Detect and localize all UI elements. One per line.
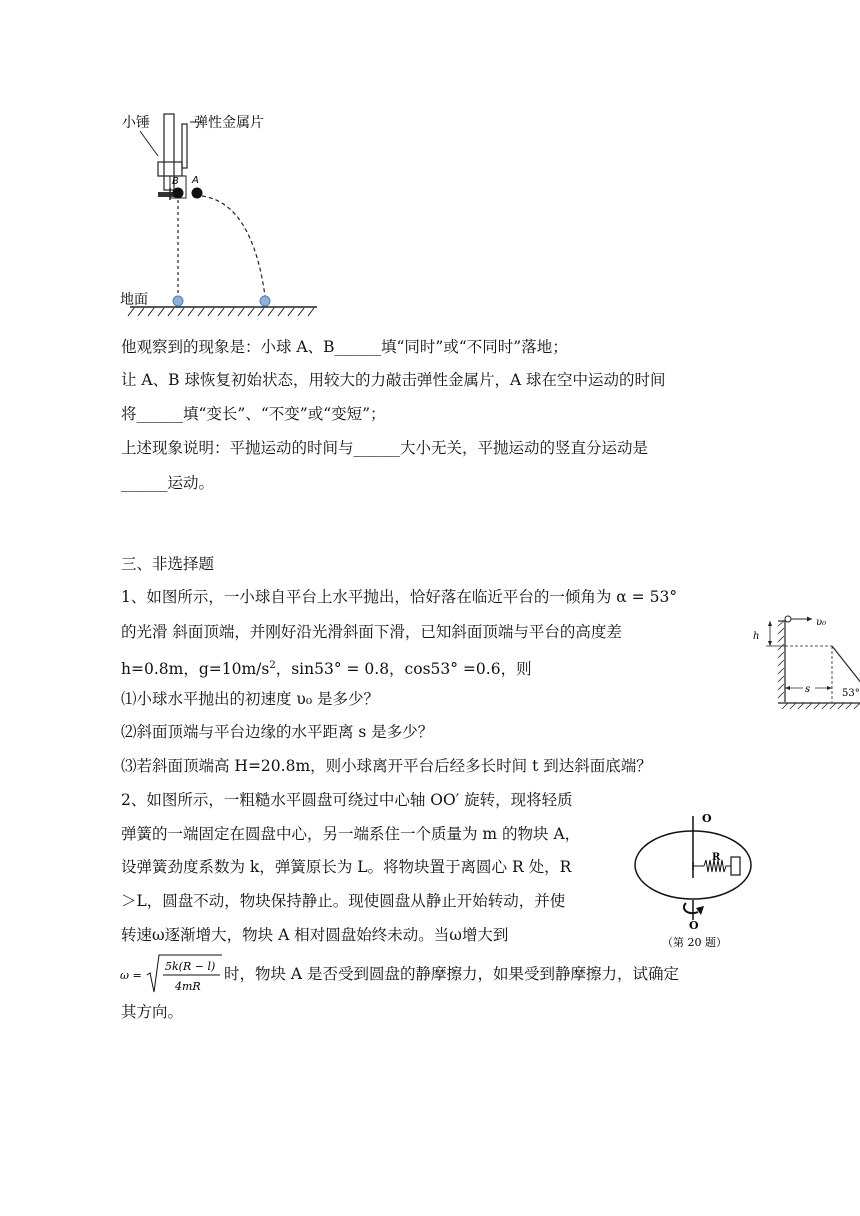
q2-line-6: 时，物块 A 是否受到圆盘的静摩擦力，如果受到静摩擦力，试确定 xyxy=(224,965,680,983)
q2-line-1: 2、如图所示，一粗糙水平圆盘可绕过中心轴 OO′ 旋转，现将轻质 xyxy=(121,791,573,809)
formula-denominator: 4mR xyxy=(175,980,201,993)
section-title: 三、非选择题 xyxy=(121,555,215,573)
incline-figure xyxy=(750,612,860,710)
q1-sub-2: ⑵斜面顶端与平台边缘的水平距离 s 是多少？ xyxy=(121,723,434,741)
label-ball-a: A xyxy=(192,175,199,186)
label-angle: 53° xyxy=(842,688,860,699)
experiment-text-line-5: ______运动。 xyxy=(121,474,215,492)
experiment-figure xyxy=(112,108,322,323)
q2-line-3: 设弹簧劲度系数为 k，弹簧原长为 L。将物块置于离圆心 R 处，R xyxy=(121,858,572,876)
experiment-text-line-2: 让 A、B 球恢复初始状态，用较大的力敲击弹性金属片，A 球在空中运动的时间 xyxy=(121,371,666,389)
q1-line-1: 1、如图所示，一小球自平台上水平抛出，恰好落在临近平台的一倾角为 α = 53° xyxy=(121,588,678,606)
label-h: h xyxy=(753,631,760,642)
experiment-text-line-3: 将______填“变长”、“不变”或“变短”； xyxy=(121,405,386,423)
label-s: s xyxy=(805,684,811,695)
disk-figure xyxy=(632,808,762,950)
label-spring-plate: 弹性金属片 xyxy=(194,115,264,131)
q1-sub-3: ⑶若斜面顶端高 H=20.8m，则小球离开平台后经多长时间 t 到达斜面底端？ xyxy=(121,757,652,775)
ball-b-landed xyxy=(173,296,183,306)
q1-sub-1: ⑴小球水平抛出的初速度 υ₀ 是多少？ xyxy=(121,690,379,708)
figure-caption: （第 20 题） xyxy=(662,936,727,949)
label-o-bottom: O xyxy=(689,919,699,932)
q2-line-4: ＞L，圆盘不动，物块保持静止。现使圆盘从静止开始转动，并使 xyxy=(121,892,566,910)
ball-b-start xyxy=(173,188,184,199)
label-ground: 地面 xyxy=(120,292,148,308)
q2-line-7: 其方向。 xyxy=(121,1003,184,1021)
label-v0: υ₀ xyxy=(816,617,827,628)
q1-line-2: 的光滑 斜面顶端，并刚好沿光滑斜面下滑，已知斜面顶端与平台的高度差 xyxy=(121,623,622,641)
experiment-text-line-4: 上述现象说明：平抛运动的时间与______大小无关，平抛运动的竖直分运动是 xyxy=(121,439,649,457)
formula-lhs: ω = xyxy=(120,969,142,982)
ball-a-landed xyxy=(260,296,270,306)
label-ball-b: B xyxy=(172,176,179,187)
block-a xyxy=(731,857,740,875)
ball-a-start xyxy=(192,188,203,199)
q1-line-3: h=0.8m，$g=10m/s^2$，sin53° = 0.8，cos53° =0.6，则 xyxy=(121,660,532,679)
q2-line-5: 转速ω逐渐增大，物块 A 相对圆盘始终未动。当ω增大到 xyxy=(121,926,509,944)
label-r: R xyxy=(712,852,721,863)
label-o-top: O xyxy=(702,812,712,825)
experiment-text-line-1: 他观察到的现象是：小球 A、B______填“同时”或“不同时”落地； xyxy=(121,338,568,356)
q2-line-2: 弹簧的一端固定在圆盘中心，另一端系住一个质量为 m 的物块 A， xyxy=(121,825,581,843)
label-hammer: 小锤 xyxy=(122,115,150,131)
formula-numerator: 5k(R − l) xyxy=(165,960,216,973)
omega-formula xyxy=(119,952,223,996)
